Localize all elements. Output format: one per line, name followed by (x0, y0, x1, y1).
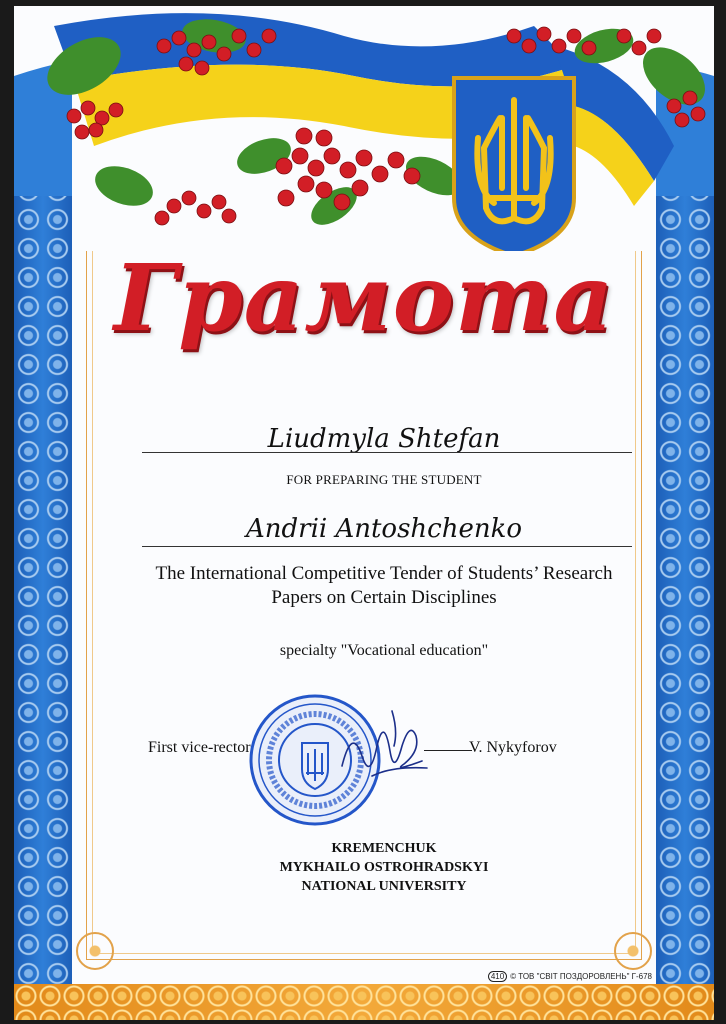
university-name (124, 839, 644, 896)
top-decoration (14, 6, 714, 251)
bottom-ornament-band (14, 984, 714, 1020)
signer-title: First vice-rector (148, 739, 251, 756)
corner-ornament-left (76, 932, 114, 970)
certificate-page (14, 6, 714, 1020)
recipient-underline (142, 452, 632, 453)
corner-ornament-right (614, 932, 652, 970)
imprint-text: © ТОВ "СВІТ ПОЗДОРОВЛЕНЬ" Г-678 (510, 972, 652, 981)
competition-line-2: Papers on Certain Disciplines (271, 587, 497, 608)
student-underline (142, 546, 632, 547)
ukraine-trident-coat-of-arms-icon (454, 78, 574, 251)
recipient-name: Liudmyla Shtefan (267, 424, 501, 454)
publisher-imprint (488, 971, 652, 982)
for-preparing-text: FOR PREPARING THE STUDENT (286, 472, 482, 487)
certificate-title: Грамота (113, 244, 615, 352)
imprint-code: 410 (488, 971, 507, 982)
signer-name: V. Nykyforov (469, 739, 557, 756)
university-line-2: MYKHAILO OSTROHRADSKYI (279, 860, 489, 875)
student-name: Andrii Antoshchenko (245, 514, 523, 544)
signature-scribble (332, 706, 432, 796)
university-line-3: NATIONAL UNIVERSITY (301, 879, 467, 894)
competition-title (124, 562, 644, 610)
specialty-text: specialty "Vocational education" (279, 642, 489, 659)
competition-line-1: The International Competitive Tender of Students’ Research (155, 563, 613, 584)
university-line-1: KREMENCHUK (331, 841, 437, 856)
